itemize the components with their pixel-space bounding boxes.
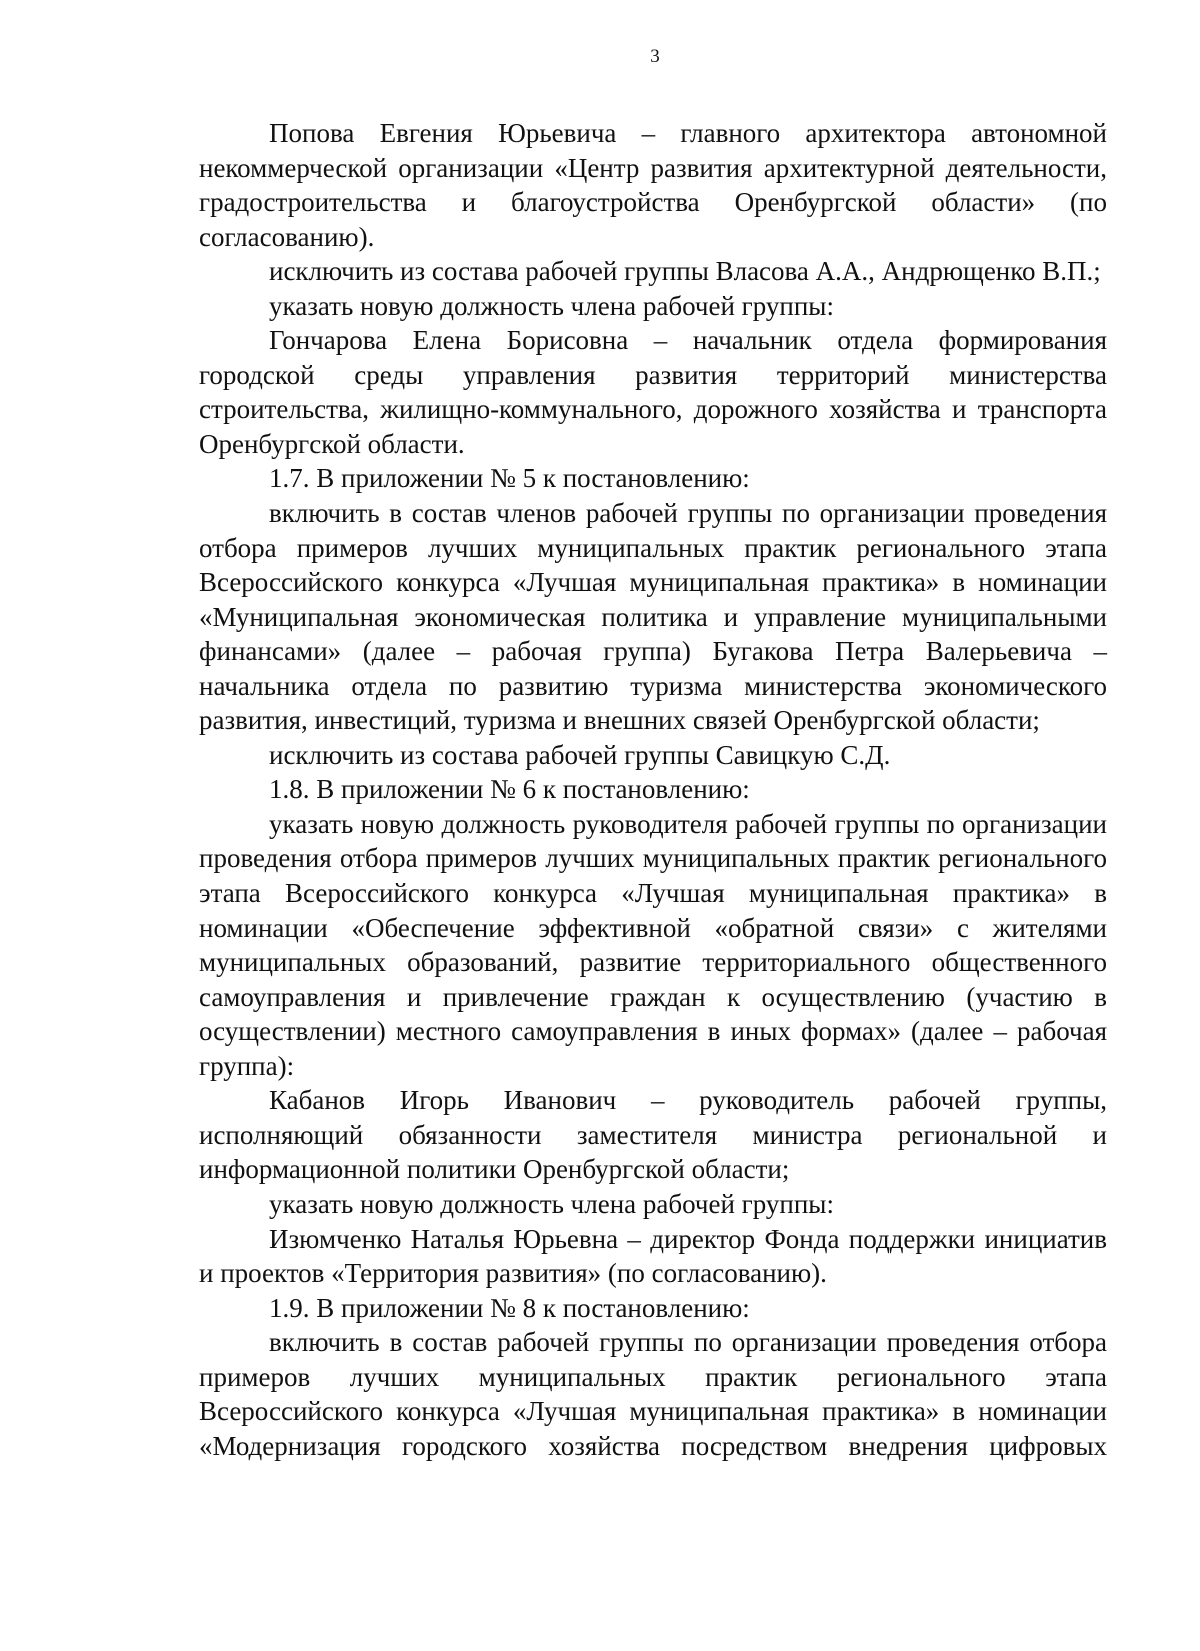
paragraph: включить в состав членов рабочей группы по организации проведения отбора примеров лучших муниципальных практик регионального этапа Всероссийского конкурса «Лучшая муниципальная практика» в номинации «Муниципальная экономическая политика и управление муниципальными финансами» (далее – рабочая группа) Бугакова Петра Валерьевича – начальника отдела по развитию туризма министерства экономического развития, инвестиций, туризма и внешних связей Оренбургской области; — [199, 498, 1107, 736]
paragraph: исключить из состава рабочей группы Власова А.А., Андрющенко В.П.; — [269, 256, 1101, 287]
document-body — [199, 116, 1107, 1463]
paragraph: 1.9. В приложении № 8 к постановлению: — [269, 1292, 750, 1323]
page-number: 3 — [650, 46, 660, 67]
paragraph: включить в состав рабочей группы по организации проведения отбора примеров лучших муниципальных практик регионального этапа Всероссийского конкурса «Лучшая муниципальная практика» в номинации «Модернизация городского хозяйства посредством внедрения цифровых — [199, 1327, 1107, 1461]
paragraph: исключить из состава рабочей группы Савицкую С.Д. — [269, 739, 891, 770]
paragraph: Гончарова Елена Борисовна – начальник отдела формирования городской среды управления развития территорий министерства строительства, жилищно-коммунального, дорожного хозяйства и транспорта Оренбургской области. — [199, 325, 1107, 459]
paragraph: 1.8. В приложении № 6 к постановлению: — [269, 774, 750, 805]
paragraph: Кабанов Игорь Иванович – руководитель рабочей группы, исполняющий обязанности заместителя министра региональной и информационной политики Оренбургской области; — [199, 1085, 1107, 1185]
paragraph: указать новую должность руководителя рабочей группы по организации проведения отбора примеров лучших муниципальных практик регионального этапа Всероссийского конкурса «Лучшая муниципальная практика» в номинации «Обеспечение эффективной «обратной связи» с жителями муниципальных образований, развитие территориального общественного самоуправления и привлечение граждан к осуществлению (участию в осуществлении) местного самоуправления в иных формах» (далее – рабочая группа): — [199, 808, 1107, 1081]
paragraph: указать новую должность члена рабочей группы: — [269, 290, 834, 321]
paragraph: указать новую должность члена рабочей группы: — [269, 1188, 834, 1219]
paragraph: 1.7. В приложении № 5 к постановлению: — [269, 463, 750, 494]
paragraph: Попова Евгения Юрьевича – главного архитектора автономной некоммерческой организации «Центр развития архитектурной деятельности, градостроительства и благоустройства Оренбургской области» (по согласованию). — [199, 118, 1107, 252]
paragraph: Изюмченко Наталья Юрьевна – директор Фонда поддержки инициатив и проектов «Территория развития» (по согласованию). — [199, 1223, 1107, 1289]
